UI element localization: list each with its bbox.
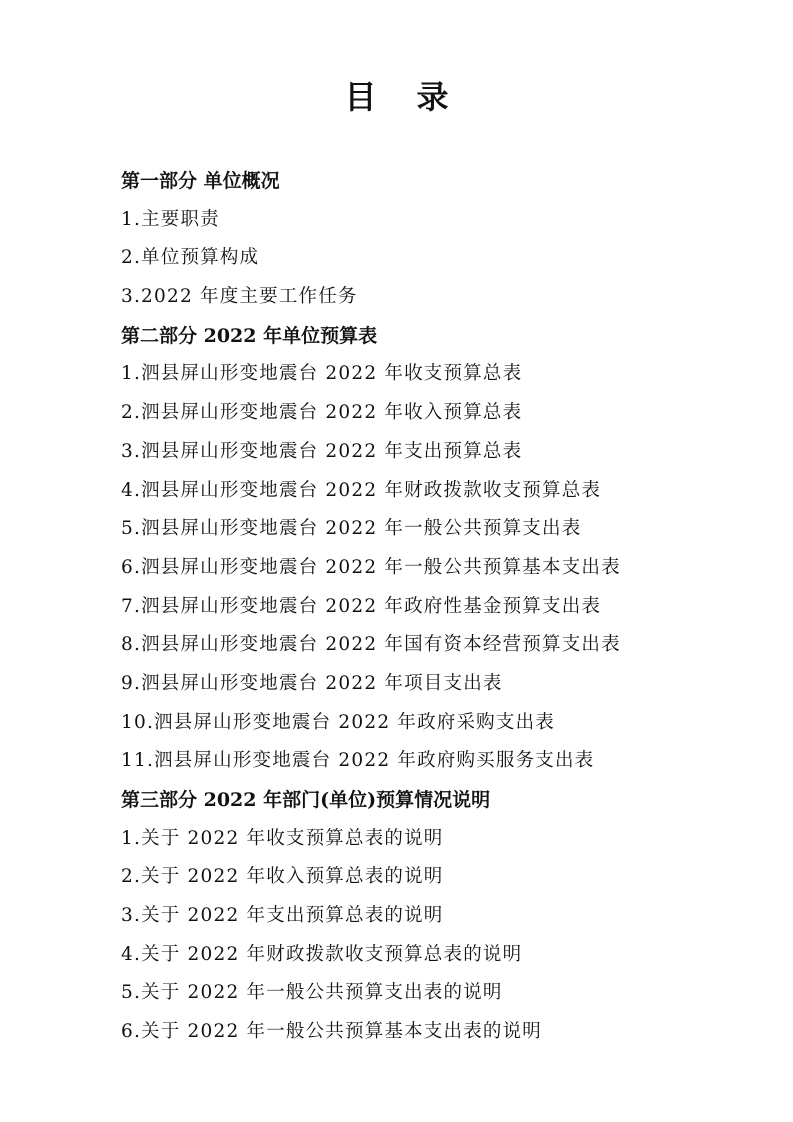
section-heading-part-3: 第三部分 2022 年部门(单位)预算情况说明 bbox=[121, 789, 491, 811]
toc-item: 3.2022 年度主要工作任务 bbox=[121, 286, 358, 308]
toc-item: 6.泗县屏山形变地震台 2022 年一般公共预算基本支出表 bbox=[121, 556, 621, 578]
toc-item: 8.泗县屏山形变地震台 2022 年国有资本经营预算支出表 bbox=[121, 634, 621, 656]
toc-item: 5.泗县屏山形变地震台 2022 年一般公共预算支出表 bbox=[121, 518, 582, 540]
toc-item: 5.关于 2022 年一般公共预算支出表的说明 bbox=[121, 982, 503, 1004]
toc-item: 6.关于 2022 年一般公共预算基本支出表的说明 bbox=[121, 1021, 542, 1043]
toc-item: 11.泗县屏山形变地震台 2022 年政府购买服务支出表 bbox=[121, 750, 595, 772]
toc-item: 2.关于 2022 年收入预算总表的说明 bbox=[121, 866, 444, 888]
toc-item: 1.泗县屏山形变地震台 2022 年收支预算总表 bbox=[121, 363, 523, 385]
toc-item: 10.泗县屏山形变地震台 2022 年政府采购支出表 bbox=[121, 711, 555, 733]
toc-item: 1.主要职责 bbox=[121, 208, 220, 230]
section-heading-part-1: 第一部分 单位概况 bbox=[121, 170, 280, 192]
toc-item: 3.泗县屏山形变地震台 2022 年支出预算总表 bbox=[121, 440, 523, 462]
toc-item: 1.关于 2022 年收支预算总表的说明 bbox=[121, 827, 444, 849]
page-title: 目录 bbox=[344, 78, 489, 116]
toc-item: 2.单位预算构成 bbox=[121, 247, 260, 269]
section-heading-part-2: 第二部分 2022 年单位预算表 bbox=[121, 324, 378, 347]
table-of-contents bbox=[121, 162, 741, 1052]
toc-item: 2.泗县屏山形变地震台 2022 年收入预算总表 bbox=[121, 402, 523, 424]
toc-item: 9.泗县屏山形变地震台 2022 年项目支出表 bbox=[121, 672, 503, 694]
toc-item: 4.泗县屏山形变地震台 2022 年财政拨款收支预算总表 bbox=[121, 479, 602, 501]
toc-item: 7.泗县屏山形变地震台 2022 年政府性基金预算支出表 bbox=[121, 595, 602, 617]
toc-item: 4.关于 2022 年财政拨款收支预算总表的说明 bbox=[121, 943, 523, 965]
toc-item: 3.关于 2022 年支出预算总表的说明 bbox=[121, 905, 444, 927]
